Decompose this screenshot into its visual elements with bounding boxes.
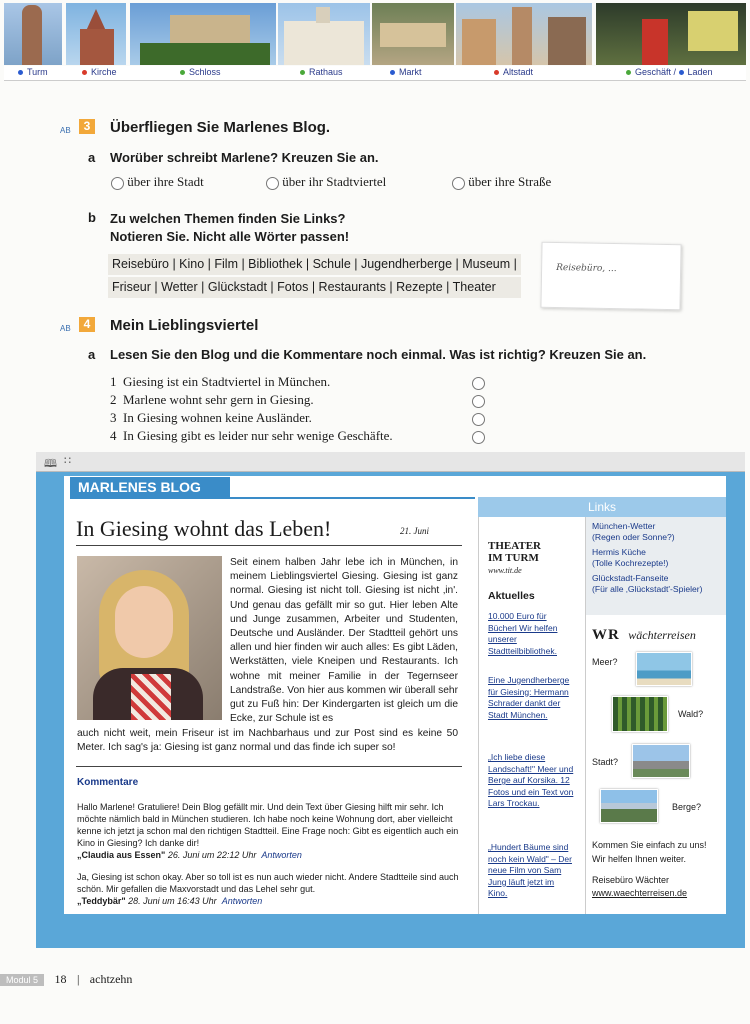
ad-question: Wald? (678, 709, 704, 719)
radio-button[interactable] (111, 177, 124, 190)
bullet-icon (626, 70, 631, 75)
news-item[interactable]: „Ich liebe diese Landschaft!" Meer und Berge auf Korsika. 12 Fotos und ein Text von Lars Trockau. (488, 752, 574, 808)
comment-text: Ja, Giesing ist schon okay. Aber so toll ist es nun auch wieder nicht. Andere Stadtteile sind auch schön. Mir gefallen die Maxvorstadt und das Lehel sehr gut. (77, 872, 459, 894)
option-label: über ihre Stadt (127, 174, 204, 189)
caption-kirche (82, 67, 117, 77)
statement-item (110, 391, 393, 409)
theater-title (488, 540, 541, 564)
caption-label: Kirche (91, 67, 117, 77)
link-item[interactable] (592, 521, 724, 543)
option-stadtviertel[interactable] (266, 174, 386, 190)
radio-button[interactable] (452, 177, 465, 190)
radio-button[interactable] (472, 395, 485, 408)
statement-item (110, 373, 393, 391)
radio-button[interactable] (472, 431, 485, 444)
link-item[interactable] (592, 573, 724, 595)
page-footer (0, 970, 132, 988)
bullet-icon (18, 70, 23, 75)
option-label: über ihre Straße (468, 174, 552, 189)
statement-item (110, 427, 393, 445)
townhall-photo (278, 3, 370, 65)
sticky-note (540, 242, 681, 310)
blog-date: 21. Juni (400, 526, 429, 536)
bullet-icon (82, 70, 87, 75)
comment-1 (77, 801, 461, 861)
church-photo (66, 3, 126, 65)
page-number-word: achtzehn (89, 972, 133, 986)
word-list-line: Friseur | Wetter | Glückstadt | Fotos | Restaurants | Rezepte | Theater (108, 277, 521, 298)
option-label: über ihr Stadtviertel (282, 174, 387, 189)
caption-label: Laden (687, 67, 713, 77)
mountain-thumbnail (600, 789, 658, 823)
bullet-icon (494, 70, 499, 75)
blog-headline: In Giesing wohnt das Leben! (76, 516, 332, 541)
prompt-line: Notieren Sie. Nicht alle Wörter passen! (110, 229, 350, 244)
ad-question: Stadt? (592, 757, 619, 767)
task-number: 4 (79, 317, 95, 332)
link-title[interactable]: Glückstadt-Fanseite (592, 573, 669, 583)
book-icon[interactable]: 🕮 (44, 458, 57, 470)
theater-url[interactable]: www.tit.de (488, 566, 522, 575)
blog-text-right: Seit einem halben Jahr lebe ich in München, in meinem Lieblingsviertel Giesing. Giesing ist ganz normal. Giesing ist nicht toll. Giesing ist nicht ‚in'. Und genau das gefällt mir so gut. Hier leben Alte und Junge zusammen, Arbeiter und Studenten, Deutsche und Ausländer. Der Stadtteil gehört uns allen und hier finden wir auch alles: Es gibt Läden, Werkstätten, viele Kneipen und Restaurants. Ich wohne mit meiner Familie in der Tegernseer Landstraße. Von hier aus kommen wir überall sehr gut zu Fuß hin: Der Kindergarten ist gleich um die Ecke, zur Schule ist es (230, 557, 458, 725)
news-item[interactable]: „Hundert Bäume sind noch kein Wald" – Der neue Film von Sam Jung läuft jetzt im Kino. (488, 842, 572, 898)
link-sub: (Tolle Kochrezepte!) (592, 558, 669, 568)
statement-number: 3 (110, 410, 117, 425)
title-divider (70, 497, 475, 499)
word-list-line: Reisebüro | Kino | Film | Bibliothek | Schule | Jugendherberge | Museum | (108, 254, 521, 275)
blog-name: MARLENES BLOG (70, 477, 230, 497)
statement-radios (472, 375, 485, 447)
caption-markt (390, 67, 422, 77)
subtask-prompt: Worüber schreibt Marlene? Kreuzen Sie an. (110, 150, 379, 165)
reply-link[interactable]: Antworten (221, 896, 263, 906)
module-label: Modul 5 (0, 974, 44, 986)
news-item[interactable]: Eine Jugendherberge für Giesing: Hermann Schrader dankt der Stadt München. (488, 675, 570, 720)
subtask-letter: b (88, 210, 96, 225)
browser-toolbar (36, 452, 745, 472)
news-heading: Aktuelles (488, 590, 535, 602)
option-strasse[interactable] (452, 174, 551, 190)
caption-turm (18, 67, 48, 77)
comment-author: „Teddybär" (77, 896, 126, 906)
task-title: Mein Lieblingsviertel (110, 317, 259, 334)
caption-label: Rathaus (309, 67, 343, 77)
prompt-line: Zu welchen Themen finden Sie Links? (110, 211, 346, 226)
grid-icon[interactable]: ∷ (64, 455, 71, 467)
caption-schloss (180, 67, 221, 77)
comment-date: 28. Juni um 16:43 Uhr (128, 896, 217, 906)
links-list (592, 521, 724, 595)
radio-button[interactable] (266, 177, 279, 190)
bullet-icon (679, 70, 684, 75)
subtask-prompt (110, 210, 349, 246)
forest-thumbnail (612, 696, 668, 732)
ad-text (592, 838, 707, 866)
caption-label: Turm (27, 67, 48, 77)
statement-list (110, 373, 393, 445)
comment-text: Hallo Marlene! Gratuliere! Dein Blog gefällt mir. Und dein Text über Giesing hilft mir sehr. Ich möchte nämlich bald in München studieren. Ich habe noch keine Wohnung dort, aber vielleicht kenne ich jetzt ja schon mal den richtigen Stadtteil. Eine Frage noch: Gibt es eigentlich auch ein Kino in Giesing? Ich danke dir! (77, 802, 459, 848)
comment-2 (77, 871, 461, 907)
comment-date: 26. Juni um 22:12 Uhr (167, 850, 257, 860)
ad-logo (592, 626, 696, 644)
tower-photo (4, 3, 62, 65)
blog-text-full: auch nicht weit, mein Friseur ist im Nachbarhaus und zur Post sind es keine 50 Meter. Ich sag's ja: Giesing ist ganz normal und das finde ich super so! (77, 728, 458, 754)
reply-link[interactable]: Antworten (261, 850, 302, 860)
city-thumbnail (632, 744, 690, 778)
workbook-ref: AB (60, 324, 71, 333)
sea-thumbnail (636, 652, 692, 686)
statement-number: 2 (110, 392, 117, 407)
statement-number: 4 (110, 428, 117, 443)
task-number: 3 (79, 119, 95, 134)
comments-divider (76, 766, 462, 767)
caption-label: Markt (399, 67, 422, 77)
statement-text: Marlene wohnt sehr gern in Giesing. (123, 392, 314, 407)
word-list (108, 254, 521, 298)
caption-label: Geschäft / (635, 67, 679, 77)
ad-url[interactable]: www.waechterreisen.de (592, 888, 688, 898)
bullet-icon (390, 70, 395, 75)
subtask-prompt: Lesen Sie den Blog und die Kommentare noch einmal. Was ist richtig? Kreuzen Sie an. (110, 347, 647, 362)
statement-text: In Giesing wohnen keine Ausländer. (123, 410, 312, 425)
footer-separator: | (76, 972, 80, 986)
castle-photo (130, 3, 276, 65)
statement-number: 1 (110, 374, 117, 389)
note-text: Reisebüro, ... (556, 263, 617, 275)
radio-button[interactable] (472, 377, 485, 390)
oldtown-photo (456, 3, 592, 65)
link-title[interactable]: München-Wetter (592, 521, 656, 531)
statement-text: Giesing ist ein Stadtviertel in München. (123, 374, 331, 389)
comments-heading: Kommentare (77, 777, 139, 788)
caption-altstadt (494, 67, 533, 77)
ad-logo-name: wächterreisen (628, 628, 696, 642)
ad-line: Wir helfen Ihnen weiter. (592, 854, 687, 864)
caption-label: Schloss (189, 67, 221, 77)
ad-line: Kommen Sie einfach zu uns! (592, 840, 707, 850)
caption-rathaus (300, 67, 343, 77)
theater-title-line: THEATER (488, 540, 541, 552)
theater-title-line: IM TURM (488, 552, 539, 564)
news-item[interactable]: 10.000 Euro für Bücherl Wir helfen unserer Stadtteilbibliothek. (488, 611, 558, 656)
statement-text: In Giesing gibt es leider nur sehr wenige Geschäfte. (123, 428, 393, 443)
link-sub: (Regen oder Sonne?) (592, 532, 675, 542)
option-stadt[interactable] (111, 174, 204, 190)
link-item[interactable] (592, 547, 724, 569)
links-header: Links (478, 497, 726, 517)
ad-question: Meer? (592, 657, 618, 667)
ad-question: Berge? (672, 802, 702, 812)
author-photo (77, 556, 222, 720)
photo-strip (4, 3, 746, 65)
subtask-letter: a (88, 150, 96, 165)
link-title[interactable]: Hermis Küche (592, 547, 646, 557)
bullet-icon (180, 70, 185, 75)
task-title: Überfliegen Sie Marlenes Blog. (110, 119, 331, 136)
subtask-letter: a (88, 347, 96, 362)
page-number: 18 (54, 972, 67, 986)
link-sub: (Für alle ‚Glückstadt'-Spieler) (592, 584, 703, 594)
ad-logo-mark: WR (592, 627, 620, 643)
statement-item (110, 409, 393, 427)
caption-geschaeft (626, 67, 713, 77)
ad-contact (592, 874, 687, 900)
photo-captions (4, 66, 746, 81)
ad-company: Reisebüro Wächter (592, 875, 670, 885)
shop-photo (596, 3, 746, 65)
caption-label: Altstadt (503, 67, 534, 77)
workbook-ref: AB (60, 126, 71, 135)
radio-button[interactable] (472, 413, 485, 426)
comment-author: „Claudia aus Essen" (77, 850, 166, 860)
headline-divider (76, 545, 462, 546)
bullet-icon (300, 70, 305, 75)
market-photo (372, 3, 454, 65)
